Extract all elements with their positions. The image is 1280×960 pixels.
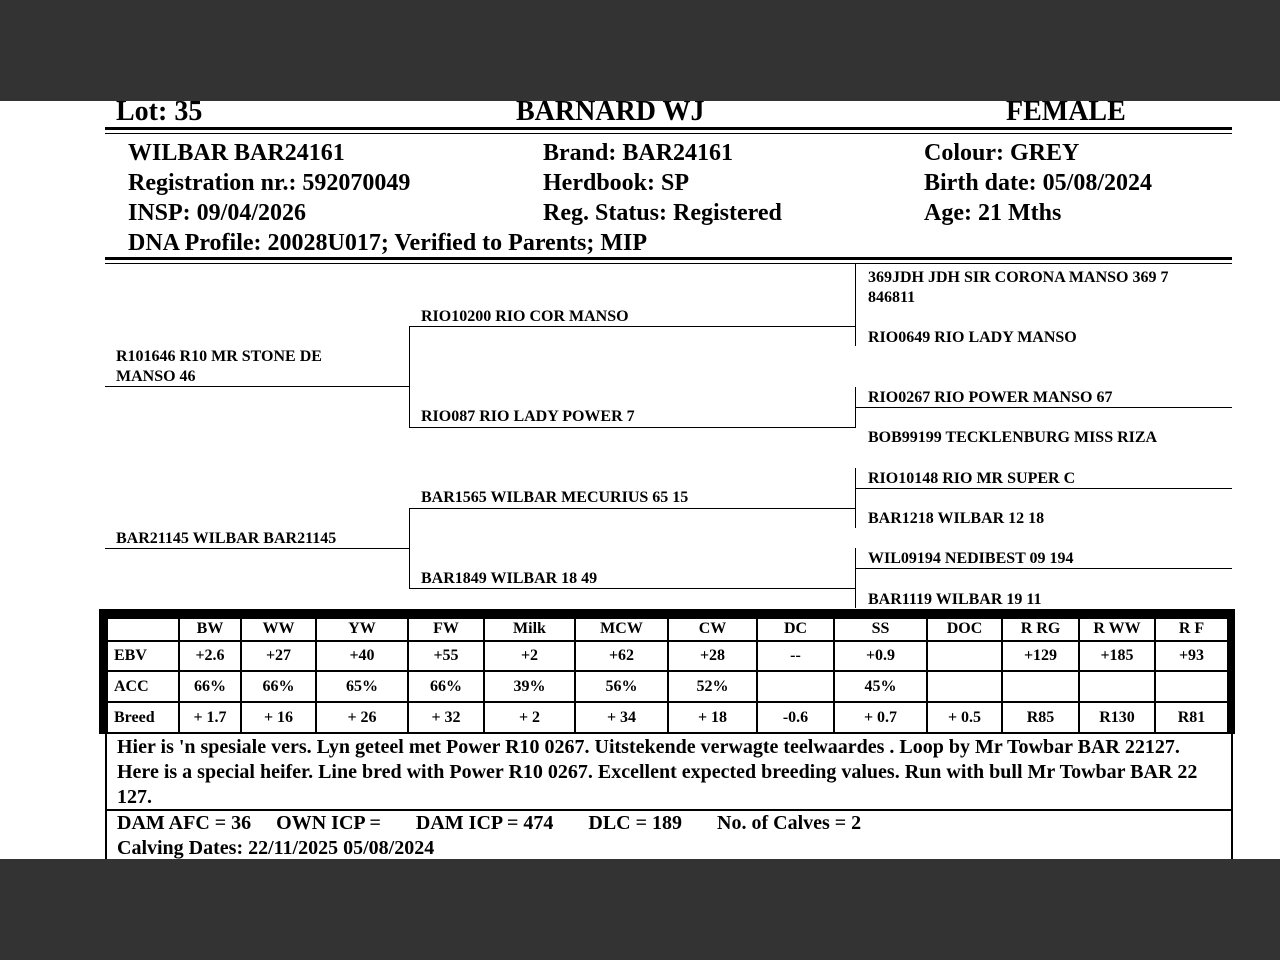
ebv-header-cell: BW xyxy=(179,618,241,641)
ebv-cell: -- xyxy=(757,641,834,672)
ebv-cell xyxy=(1002,671,1079,702)
dam-bracket xyxy=(409,508,410,589)
ebv-header-cell: FW xyxy=(408,618,484,641)
header-rule-thick xyxy=(105,127,1232,130)
ebv-cell: +93 xyxy=(1155,641,1228,672)
ebv-header-row xyxy=(107,618,1228,641)
pedigree-ggp-6: BAR1218 WILBAR 12 18 xyxy=(868,510,1045,527)
ebv-header-cell: R WW xyxy=(1079,618,1155,641)
age: Age: 21 Mths xyxy=(924,200,1062,226)
ebv-cell: + 16 xyxy=(241,702,316,733)
ebv-cell: 45% xyxy=(834,671,927,702)
ebv-row xyxy=(107,671,1228,702)
ebv-cell xyxy=(757,671,834,702)
ebv-cell: 39% xyxy=(484,671,575,702)
ebv-cell: +2.6 xyxy=(179,641,241,672)
ebv-header-cell: MCW xyxy=(575,618,668,641)
ebv-row-label: EBV xyxy=(107,641,179,672)
pedigree-sire: R101646 R10 MR STONE DE MANSO 46 xyxy=(116,348,322,385)
ggp-bracket-2 xyxy=(855,387,856,428)
sire-line xyxy=(105,386,409,387)
ebv-cell: + 0.5 xyxy=(927,702,1002,733)
ebv-cell xyxy=(1155,671,1228,702)
ebv-header-cell xyxy=(107,618,179,641)
pedigree-dam: BAR21145 WILBAR BAR21145 xyxy=(116,530,337,547)
header-rule-thin xyxy=(105,133,1232,134)
ebv-header-cell: R F xyxy=(1155,618,1228,641)
pedigree-dam-dam: BAR1849 WILBAR 18 49 xyxy=(421,570,598,587)
ebv-cell: +55 xyxy=(408,641,484,672)
ebv-cell: 52% xyxy=(668,671,757,702)
colour: Colour: GREY xyxy=(924,140,1080,166)
dna-profile: DNA Profile: 20028U017; Verified to Parents; MIP xyxy=(128,230,648,256)
ebv-table xyxy=(106,617,1229,734)
ggp-bracket-3 xyxy=(855,468,856,528)
ebv-cell: 65% xyxy=(316,671,408,702)
info-rule-thin xyxy=(105,263,1232,264)
ebv-header-cell: DC xyxy=(757,618,834,641)
pedigree-ggp-3: RIO0267 RIO POWER MANSO 67 xyxy=(868,389,1113,406)
pedigree-sire-sire: RIO10200 RIO COR MANSO xyxy=(421,308,629,325)
registration-number: Registration nr.: 592070049 xyxy=(128,170,411,196)
ebv-cell xyxy=(1079,671,1155,702)
pedigree-ggp-2: RIO0649 RIO LADY MANSO xyxy=(868,329,1077,346)
inspection-date: INSP: 09/04/2026 xyxy=(128,200,307,226)
ebv-cell: + 1.7 xyxy=(179,702,241,733)
ebv-cell: + 34 xyxy=(575,702,668,733)
ebv-cell: +27 xyxy=(241,641,316,672)
pedigree-ggp-5: RIO10148 RIO MR SUPER C xyxy=(868,470,1076,487)
pedigree-sire-dam: RIO087 RIO LADY POWER 7 xyxy=(421,408,635,425)
catalogue-page xyxy=(0,101,1280,859)
ebv-row-label: Breed xyxy=(107,702,179,733)
ebv-row-label: ACC xyxy=(107,671,179,702)
ebv-cell: +2 xyxy=(484,641,575,672)
ebv-cell: 66% xyxy=(179,671,241,702)
dam-dam-line xyxy=(409,588,856,589)
ebv-cell: +40 xyxy=(316,641,408,672)
ebv-header-cell: DOC xyxy=(927,618,1002,641)
ggp-line-5 xyxy=(855,488,1232,489)
ebv-header-cell: Milk xyxy=(484,618,575,641)
ggp-bracket-4 xyxy=(855,548,856,608)
pedigree-ggp-4: BOB99199 TECKLENBURG MISS RIZA xyxy=(868,429,1158,446)
dam-line xyxy=(105,548,409,549)
ebv-cell xyxy=(927,641,1002,672)
calving-stats: DAM AFC = 36 OWN ICP = DAM ICP = 474 DLC = 189 No. of Calves = 2 xyxy=(117,812,862,834)
ebv-cell: + 26 xyxy=(316,702,408,733)
herdbook: Herdbook: SP xyxy=(543,170,690,196)
info-rule-thick xyxy=(105,257,1232,260)
ggp-bracket-1 xyxy=(855,264,856,346)
dam-sire-line xyxy=(409,508,856,509)
ebv-header-cell: YW xyxy=(316,618,408,641)
animal-sex: FEMALE xyxy=(1006,101,1126,127)
ebv-cell: +28 xyxy=(668,641,757,672)
ebv-header-cell: SS xyxy=(834,618,927,641)
ebv-row xyxy=(107,702,1228,733)
ebv-row xyxy=(107,641,1228,672)
ebv-header-cell: WW xyxy=(241,618,316,641)
ggp-line-7 xyxy=(855,568,1232,569)
ebv-cell: + 32 xyxy=(408,702,484,733)
pedigree-ggp-8: BAR1119 WILBAR 19 11 xyxy=(868,591,1042,608)
ebv-cell: +185 xyxy=(1079,641,1155,672)
calving-dates: Calving Dates: 22/11/2025 05/08/2024 xyxy=(117,837,435,859)
comments-box xyxy=(105,734,1233,859)
pedigree-ggp-7: WIL09194 NEDIBEST 09 194 xyxy=(868,550,1074,567)
ebv-table-frame xyxy=(99,609,1235,734)
birth-date: Birth date: 05/08/2024 xyxy=(924,170,1152,196)
ebv-cell: + 0.7 xyxy=(834,702,927,733)
ebv-header-cell: CW xyxy=(668,618,757,641)
lot-number: Lot: 35 xyxy=(116,101,203,127)
sire-bracket xyxy=(409,326,410,428)
pedigree-dam-sire: BAR1565 WILBAR MECURIUS 65 15 xyxy=(421,489,689,506)
ebv-cell: 66% xyxy=(408,671,484,702)
ebv-cell: + 2 xyxy=(484,702,575,733)
ggp-line-3 xyxy=(855,407,1232,408)
ebv-header-cell: R RG xyxy=(1002,618,1079,641)
ebv-cell: +0.9 xyxy=(834,641,927,672)
ebv-cell: + 18 xyxy=(668,702,757,733)
ebv-cell: R130 xyxy=(1079,702,1155,733)
ebv-cell: +129 xyxy=(1002,641,1079,672)
animal-name: WILBAR BAR24161 xyxy=(128,140,345,166)
comments-text: Hier is 'n spesiale vers. Lyn geteel met Power R10 0267. Uitstekende verwagte teelwaardes . Loop by Mr Towbar BAR 22127. Here is a special heifer. Line bred with Power R10 0267. Excellent expected breeding values. Run with bull Mr Towbar BAR 22 127. xyxy=(117,736,1198,808)
sire-dam-line xyxy=(409,427,856,428)
ebv-cell: 56% xyxy=(575,671,668,702)
brand: Brand: BAR24161 xyxy=(543,140,734,166)
ebv-cell: +62 xyxy=(575,641,668,672)
sire-sire-line xyxy=(409,326,856,327)
ebv-cell: -0.6 xyxy=(757,702,834,733)
ebv-cell: R85 xyxy=(1002,702,1079,733)
ebv-cell: R81 xyxy=(1155,702,1228,733)
ebv-cell: 66% xyxy=(241,671,316,702)
ebv-cell xyxy=(927,671,1002,702)
registration-status: Reg. Status: Registered xyxy=(543,200,782,226)
pedigree-ggp-1: 369JDH JDH SIR CORONA MANSO 369 7 846811 xyxy=(868,269,1169,306)
breeder-name: BARNARD WJ xyxy=(516,101,705,127)
